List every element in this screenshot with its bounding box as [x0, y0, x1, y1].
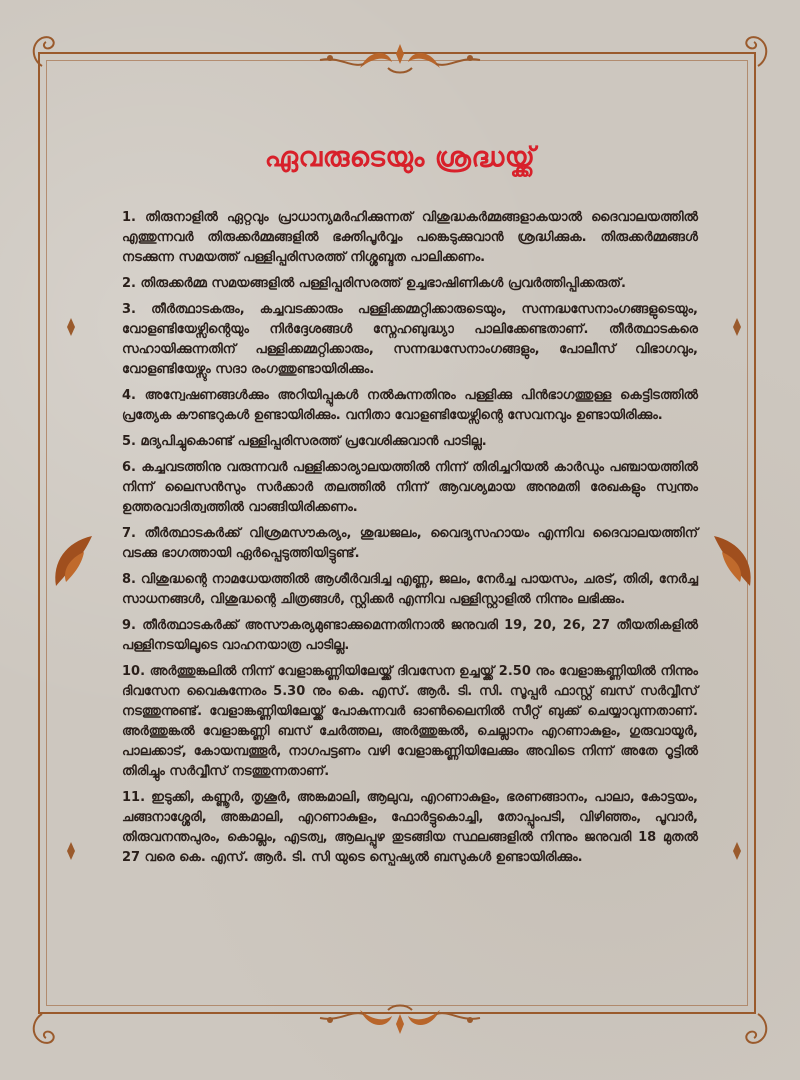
right-leaf-ornament-icon — [708, 532, 760, 590]
left-leaf-ornament-icon — [46, 532, 98, 590]
notice-item-3: 3. തീർത്ഥാടകരും, കച്ചവടക്കാരും പള്ളിക്കമ്മറ്റിക്കാരുടെയും, സന്നദ്ധസേനാംഗങ്ങളുടെയും, വോളണ്ടിയേഴ്സിന്റെയും നിർദ്ദേശങ്ങൾ സ്നേഹബുദ്ധ്യാ പാലിക്കേണ്ടതാണ്. തീർത്ഥാടകരെ സഹായിക്കുന്നതിന് പള്ളിക്കമ്മറ്റിക്കാരും, സന്നദ്ധസേനാംഗങ്ങളും, പോലീസ് വിഭാഗവും, വോളണ്ടിയേഴ്സും സദാ രംഗത്തുണ്ടായിരിക്കും. — [122, 302, 698, 377]
diamond-ornament-icon — [728, 318, 746, 336]
notice-item-11: 11. ഇടുക്കി, കണ്ണൂർ, തൃശൂർ, അങ്കമാലി, ആലുവ, എറണാകുളം, ഭരണങ്ങാനം, പാലാ, കോട്ടയം, ചങ്ങനാശ്ശേരി, അങ്കമാലി, എറണാകുളം, ഫോർട്ടുകൊച്ചി, തോപ്പുംപടി, വിഴിഞ്ഞം, പൂവാർ, തിരുവനന്തപുരം, കൊല്ലം, എടത്വ, ആലപ്പുഴ തുടങ്ങിയ സ്ഥലങ്ങളിൽ നിന്നും ജനുവരി 18 മുതൽ 27 വരെ കെ. എസ്. ആർ. ടി. സി യുടെ സ്പെഷ്യൽ ബസുകൾ ഉണ്ടായിരിക്കും. — [122, 790, 698, 865]
page-title: ഏവരുടെയും ശ്രദ്ധയ്ക്ക് — [264, 142, 536, 173]
diamond-ornament-icon — [62, 318, 80, 336]
corner-scroll-ornament-icon — [22, 30, 62, 70]
notice-item-7: 7. തീർത്ഥാടകർക്ക് വിശ്രമസൗകര്യം, ശുദ്ധജലം, വൈദ്യസഹായം എന്നിവ ദൈവാലയത്തിന് വടക്കു ഭാഗത്തായി ഏർപ്പെടുത്തിയിട്ടുണ്ട്. — [122, 526, 698, 561]
notice-item-4: 4. അന്വേഷണങ്ങൾക്കും അറിയിപ്പുകൾ നൽകുന്നതിനും പള്ളിക്കു പിൻഭാഗത്തുള്ള കെട്ടിടത്തിൽ പ്രത്യേക കൗണ്ടറുകൾ ഉണ്ടായിരിക്കും. വനിതാ വോളണ്ടിയേഴ്സിന്റെ സേവനവും ഉണ്ടായിരിക്കും. — [122, 388, 698, 423]
top-floral-ornament-icon — [300, 38, 500, 84]
bottom-floral-ornament-icon — [300, 994, 500, 1040]
notice-item-6: 6. കച്ചവടത്തിനു വരുന്നവർ പള്ളിക്കാര്യാലയത്തിൽ നിന്ന് തിരിച്ചറിയൽ കാർഡും പഞ്ചായത്തിൽ നിന്ന് ലൈസൻസും സർക്കാർ തലത്തിൽ നിന്ന് ആവശ്യമായ അനുമതി രേഖകളും സ്വന്തം ഉത്തരവാദിത്വത്തിൽ വാങ്ങിയിരിക്കണം. — [122, 460, 698, 515]
diamond-ornament-icon — [728, 842, 746, 860]
notice-item-10: 10. അർത്തുങ്കലിൽ നിന്ന് വേളാങ്കണ്ണിയിലേയ്ക്ക് ദിവസേന ഉച്ചയ്ക്ക് 2.50 നും വേളാങ്കണ്ണിയിൽ നിന്നും ദിവസേന വൈകുന്നേരം 5.30 നും കെ. എസ്. ആർ. ടി. സി. സൂപ്പർ ഫാസ്റ്റ് ബസ് സർവ്വീസ് നടത്തുന്നുണ്ട്. വേളാങ്കണ്ണിയിലേയ്ക്ക് പോകുന്നവർ ഓൺലൈനിൽ സീറ്റ് ബുക്ക് ചെയ്യാവുന്നതാണ്. അർത്തുങ്കൽ വേളാങ്കണ്ണി ബസ് ചേർത്തല, അർത്തുങ്കൽ, ചെല്ലാനം എറണാകുളം, ഗുരുവായൂർ, പാലക്കാട്, കോയമ്പത്തൂർ, നാഗപട്ടണം വഴി വേളാങ്കണ്ണിയിലേക്കും അവിടെ നിന്ന് അതേ റൂട്ടിൽ തിരിച്ചും സർവ്വീസ് നടത്തുന്നതാണ്. — [122, 664, 698, 779]
notice-item-2: 2. തിരുക്കർമ്മ സമയങ്ങളിൽ പള്ളിപ്പരിസരത്ത് ഉച്ചഭാഷിണികൾ പ്രവർത്തിപ്പിക്കരുത്. — [122, 276, 626, 291]
notice-item-1: 1. തിരുനാളിൽ ഏറ്റവും പ്രാധാന്യമർഹിക്കുന്നത് വിശുദ്ധകർമ്മങ്ങളാകയാൽ ദൈവാലയത്തിൽ എത്തുന്നവർ തിരുക്കർമ്മങ്ങളിൽ ഭക്തിപൂർവ്വം പങ്കെടുക്കുവാൻ ശ്രദ്ധിക്കുക. തിരുക്കർമ്മങ്ങൾ നടക്കുന്ന സമയത്ത് പള്ളിപ്പരിസരത്ത് നിശ്ശബ്ദത പാലിക്കണം. — [122, 210, 698, 265]
notice-item-5: 5. മദ്യപിച്ചുകൊണ്ട് പള്ളിപ്പരിസരത്ത് പ്രവേശിക്കുവാൻ പാടില്ല. — [122, 434, 487, 449]
corner-scroll-ornament-icon — [738, 30, 778, 70]
notice-list — [122, 208, 698, 874]
notice-item-8: 8. വിശുദ്ധന്റെ നാമധേയത്തിൽ ആശീർവദിച്ച എണ്ണ, ജലം, നേർച്ച പായസം, ചരട്, തിരി, നേർച്ച സാധനങ്ങൾ, വിശുദ്ധന്റെ ചിത്രങ്ങൾ, സ്റ്റിക്കർ എന്നിവ പള്ളിസ്റ്റാളിൽ നിന്നും ലഭിക്കും. — [122, 572, 698, 607]
corner-scroll-ornament-icon — [22, 1010, 62, 1050]
notice-item-9: 9. തീർത്ഥാടകർക്ക് അസൗകര്യമുണ്ടാക്കുമെന്നതിനാൽ ജനുവരി 19, 20, 26, 27 തീയതികളിൽ പള്ളിനടയിലൂടെ വാഹനയാത്ര പാടില്ല. — [122, 618, 698, 653]
corner-scroll-ornament-icon — [738, 1010, 778, 1050]
diamond-ornament-icon — [62, 842, 80, 860]
